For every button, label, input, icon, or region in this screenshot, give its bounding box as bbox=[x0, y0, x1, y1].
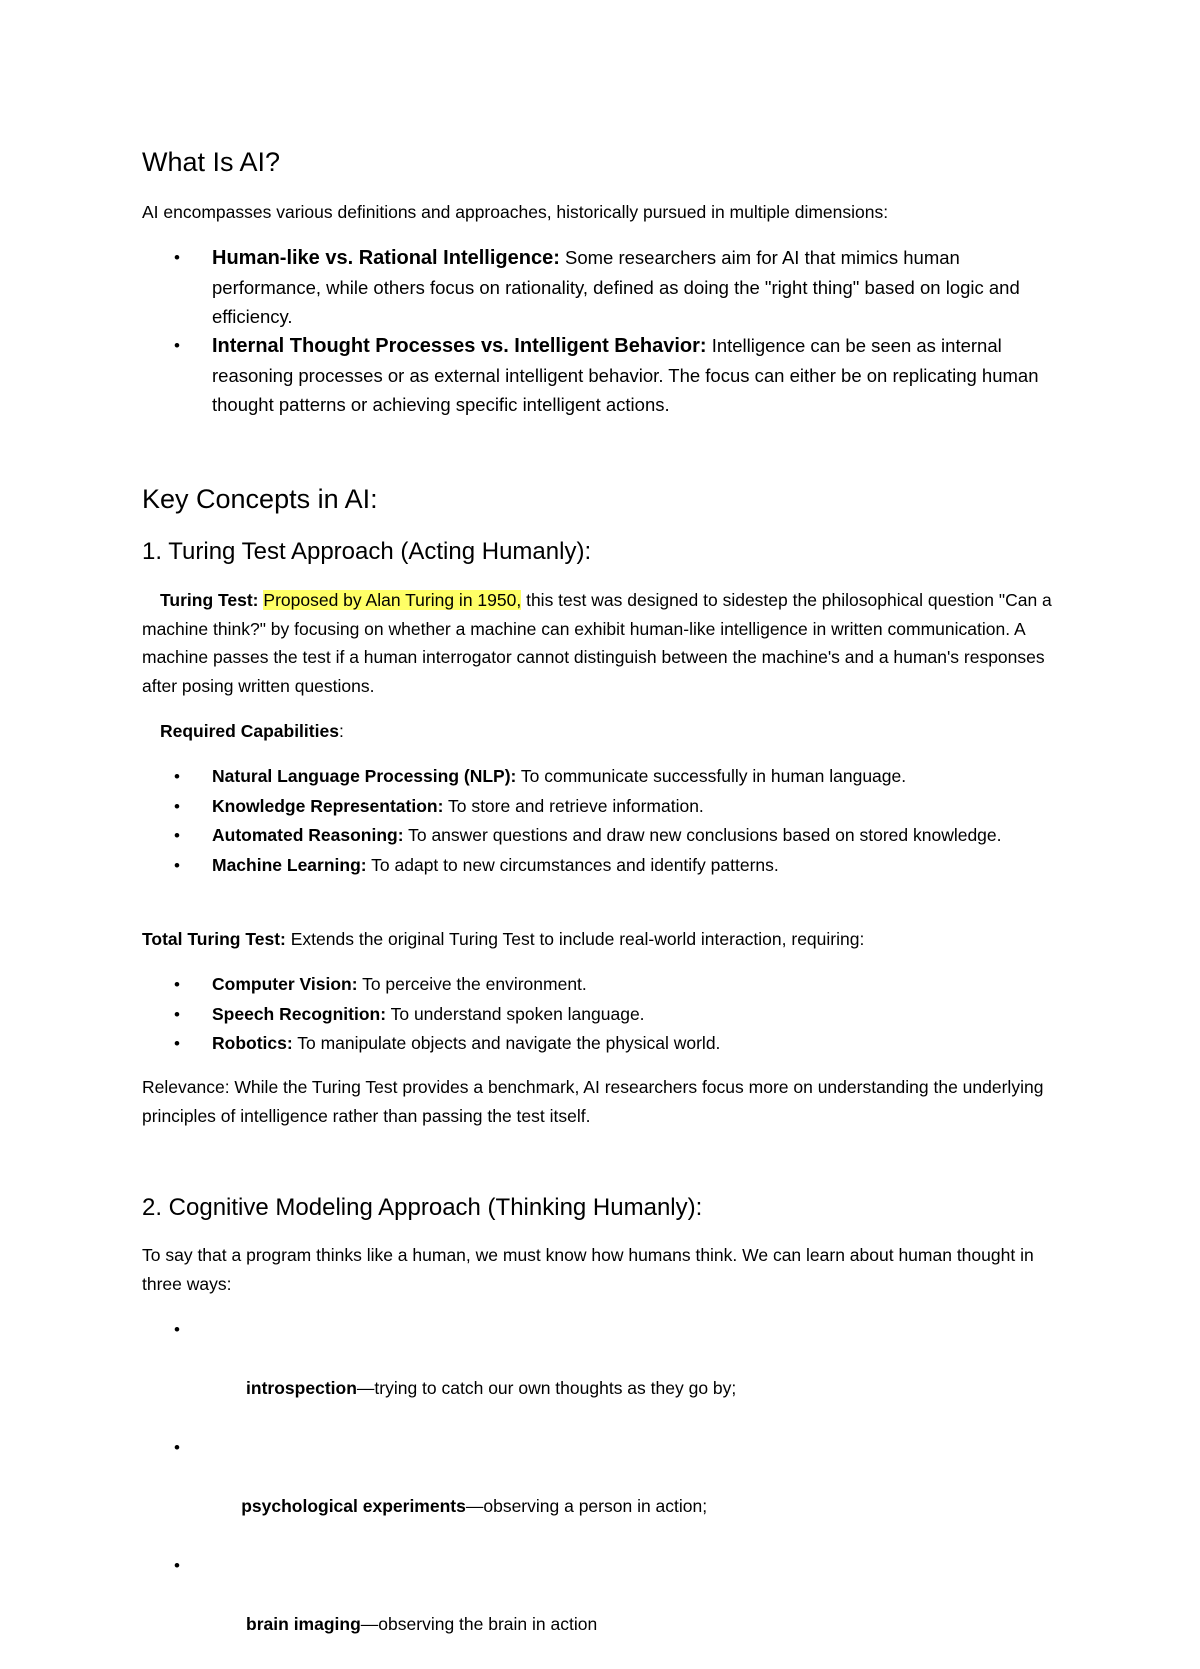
item-lead: introspection bbox=[241, 1378, 357, 1398]
dimensions-list bbox=[142, 243, 1062, 419]
bullet-icon: • bbox=[174, 336, 180, 355]
list-item bbox=[142, 1315, 1062, 1433]
bullet-icon: • bbox=[174, 975, 180, 994]
bullet-icon: • bbox=[174, 1034, 180, 1053]
turing-test-lead: Turing Test: bbox=[160, 590, 259, 610]
required-capabilities-list bbox=[142, 762, 1062, 880]
list-item bbox=[142, 792, 1062, 822]
item-lead: Human-like vs. Rational Intelligence: bbox=[212, 247, 560, 269]
item-lead: Internal Thought Processes vs. Intelligent Behavior: bbox=[212, 335, 707, 357]
list-item bbox=[142, 1551, 1062, 1669]
total-turing-lead: Total Turing Test: bbox=[142, 929, 286, 949]
bullet-icon: • bbox=[174, 855, 180, 875]
list-item bbox=[142, 821, 1062, 851]
highlighted-text: Proposed by Alan Turing in 1950, bbox=[263, 590, 522, 610]
list-item bbox=[142, 331, 1062, 419]
section-heading-key-concepts: Key Concepts in AI: bbox=[142, 484, 378, 514]
section-heading-cognitive: 2. Cognitive Modeling Approach (Thinking Humanly): bbox=[142, 1194, 703, 1221]
total-turing-list bbox=[142, 970, 1062, 1059]
bullet-icon: • bbox=[174, 1438, 180, 1457]
item-lead: Robotics: bbox=[212, 1033, 293, 1053]
page-title: What Is AI? bbox=[142, 147, 281, 177]
list-item bbox=[142, 762, 1062, 792]
item-lead: Computer Vision: bbox=[212, 974, 358, 994]
bullet-icon: • bbox=[174, 796, 180, 816]
item-lead: Knowledge Representation: bbox=[212, 795, 444, 816]
item-lead: Machine Learning: bbox=[212, 854, 367, 875]
item-lead: psychological experiments bbox=[241, 1496, 466, 1516]
total-turing-text: Extends the original Turing Test to include real-world interaction, requiring: bbox=[285, 929, 865, 949]
item-text: To perceive the environment. bbox=[357, 974, 587, 994]
bullet-icon: • bbox=[174, 1556, 180, 1575]
item-text: To store and retrieve information. bbox=[443, 795, 704, 816]
item-text: Intelligence can be seen as internal reasoning processes or as external intelligent behavior. The focus can either be on replicating human thought patterns or achieving specific intelligent actions. bbox=[212, 335, 1039, 415]
item-lead: Speech Recognition: bbox=[212, 1003, 387, 1024]
bullet-icon: • bbox=[174, 1004, 180, 1024]
bullet-icon: • bbox=[174, 1320, 180, 1339]
item-text: —observing the brain in action bbox=[360, 1614, 598, 1634]
cognitive-intro-paragraph: To say that a program thinks like a human, we must know how humans think. We can learn about human thought in three ways: bbox=[142, 1245, 1034, 1294]
turing-test-paragraph bbox=[142, 586, 1052, 700]
list-item bbox=[142, 1000, 1062, 1030]
intro-paragraph: AI encompasses various definitions and approaches, historically pursued in multiple dimensions: bbox=[142, 202, 889, 222]
item-text: To communicate successfully in human language. bbox=[516, 766, 907, 786]
required-capabilities-heading: Required Capabilities: bbox=[160, 721, 344, 741]
item-lead: brain imaging bbox=[241, 1614, 361, 1634]
list-item bbox=[142, 1433, 1062, 1551]
item-text: —observing a person in action; bbox=[465, 1496, 708, 1516]
item-text: To adapt to new circumstances and identify patterns. bbox=[366, 854, 779, 875]
list-item bbox=[142, 243, 1062, 331]
bullet-icon: • bbox=[174, 248, 180, 267]
item-lead: Automated Reasoning: bbox=[212, 825, 404, 845]
bullet-icon: • bbox=[174, 826, 180, 845]
item-text: Some researchers aim for AI that mimics human performance, while others focus on rationality, defined as doing the "right thing" based on logic and efficiency. bbox=[212, 247, 1020, 327]
item-lead: Natural Language Processing (NLP): bbox=[212, 766, 517, 786]
section-heading-turing: 1. Turing Test Approach (Acting Humanly): bbox=[142, 538, 592, 565]
relevance-paragraph: Relevance: While the Turing Test provides a benchmark, AI researchers focus more on understanding the underlying principles of intelligence rather than passing the test itself. bbox=[142, 1077, 1044, 1126]
required-capabilities-label: Required Capabilities bbox=[160, 721, 339, 741]
item-text: To understand spoken language. bbox=[386, 1003, 645, 1024]
turing-test-text: this test was designed to sidestep the philosophical question "Can a machine think?" by focusing on whether a machine can exhibit human-like intelligence in written communication. A machine passes the test if a human interrogator cannot distinguish between the machine's and a human's responses after posing written questions. bbox=[142, 590, 1052, 696]
list-item bbox=[142, 970, 1062, 1000]
cognitive-ways-list bbox=[142, 1315, 1062, 1669]
list-item bbox=[142, 1029, 1062, 1059]
total-turing-paragraph bbox=[142, 925, 1052, 954]
bullet-icon: • bbox=[174, 767, 180, 786]
item-text: To manipulate objects and navigate the physical world. bbox=[292, 1033, 721, 1053]
item-text: —trying to catch our own thoughts as they go by; bbox=[356, 1378, 737, 1398]
item-text: To answer questions and draw new conclusions based on stored knowledge. bbox=[403, 825, 1002, 845]
list-item bbox=[142, 851, 1062, 881]
